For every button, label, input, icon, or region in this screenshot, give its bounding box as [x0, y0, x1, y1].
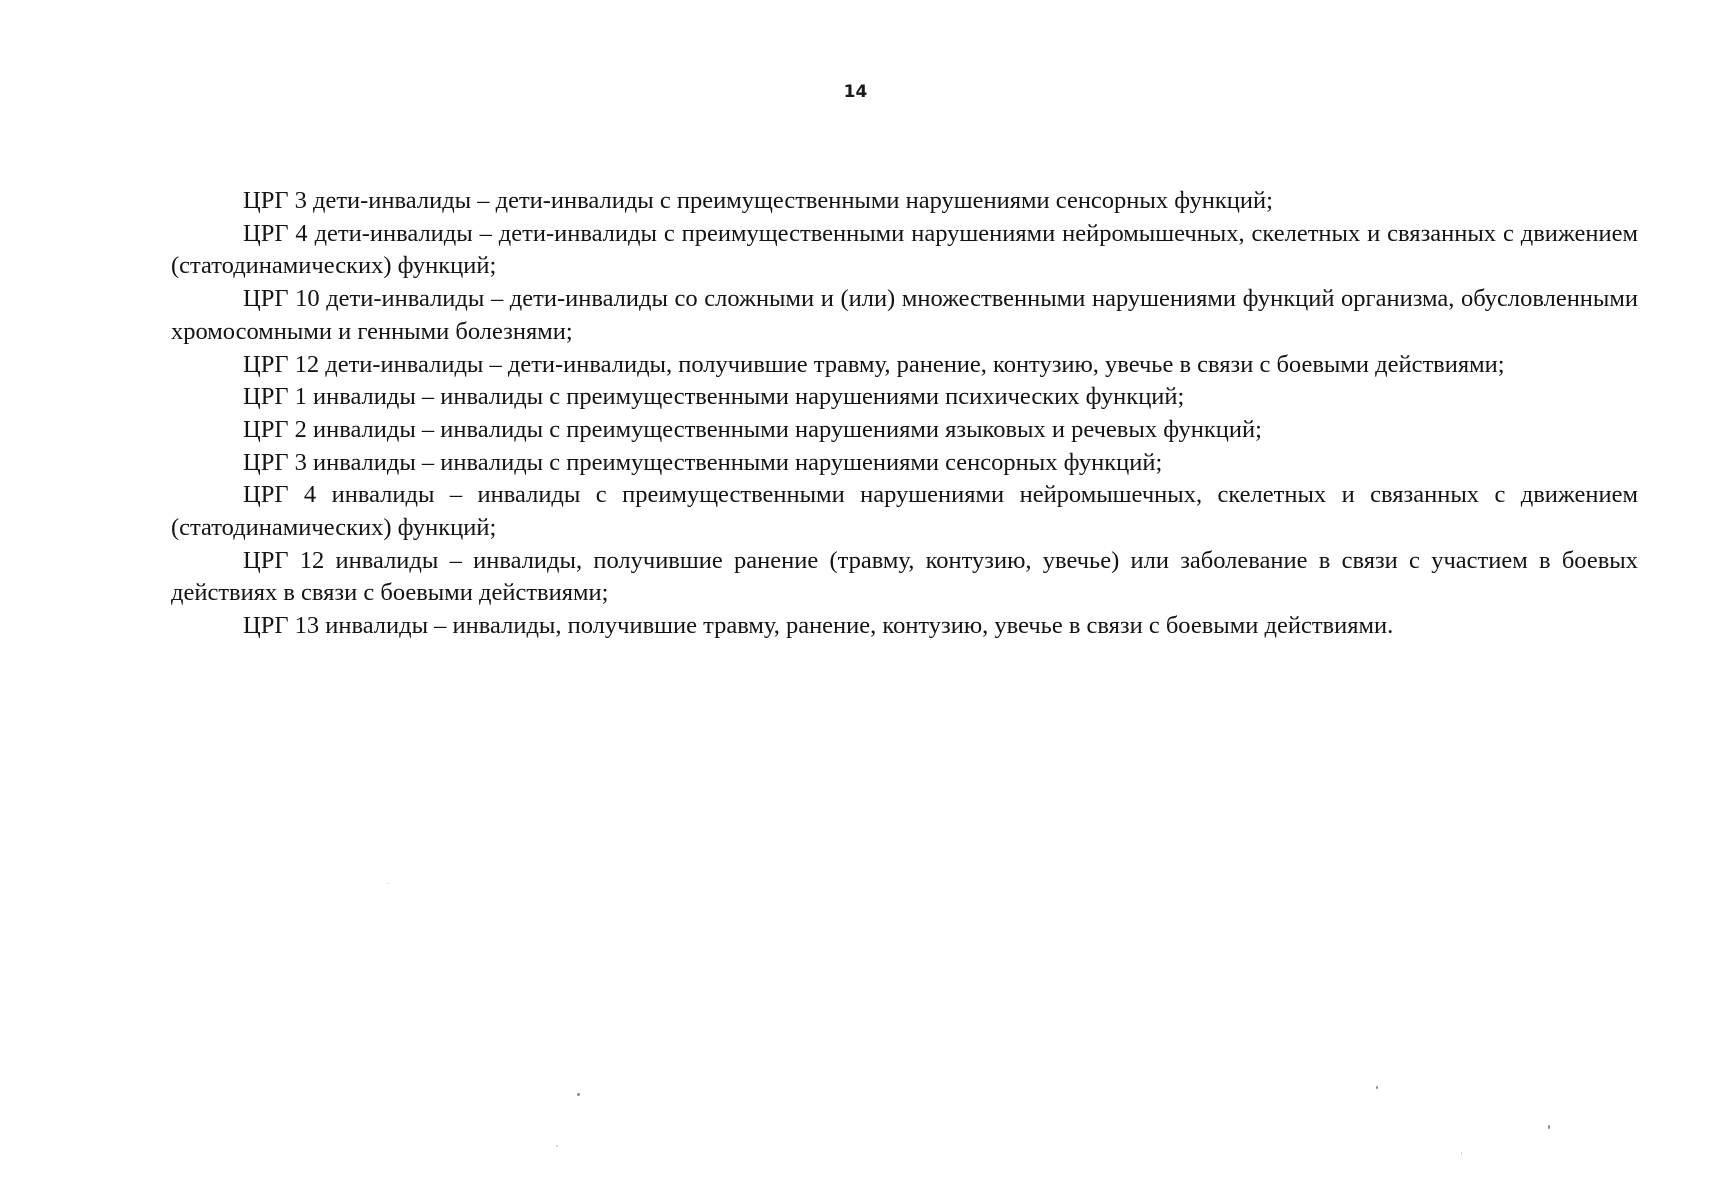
paragraph-crg3-children: ЦРГ 3 дети-инвалиды – дети-инвалиды с преимущественными нарушениями сенсорных функций; [243, 187, 1273, 214]
paragraph-crg13-adults: ЦРГ 13 инвалиды – инвалиды, получившие травму, ранение, контузию, увечье в связи с боевыми действиями. [243, 612, 1394, 640]
scan-speck [1376, 1086, 1378, 1089]
paragraph-crg12-children: ЦРГ 12 дети-инвалиды – дети-инвалиды, получившие травму, ранение, контузию, увечье в связи с боевыми действиями; [243, 350, 1505, 378]
paragraph-crg1-adults: ЦРГ 1 инвалиды – инвалиды с преимущественными нарушениями психических функций; [243, 383, 1185, 411]
scan-speck [1461, 1152, 1462, 1155]
scan-speck [556, 1145, 558, 1147]
paragraph-crg4-children: ЦРГ 4 дети-инвалиды – дети-инвалиды с преимущественными нарушениями нейромышечных, скелетных и связанных с движением (статодинамических) функций; [171, 219, 1638, 280]
paragraph-crg12-adults: ЦРГ 12 инвалиды – инвалиды, получившие ранение (травму, контузию, увечье) или заболевание в связи с участием в боевых действиях в связи с боевыми действиями; [171, 546, 1638, 607]
scan-speck [1548, 1125, 1550, 1129]
paragraph-crg3-adults: ЦРГ 3 инвалиды – инвалиды с преимущественными нарушениями сенсорных функций; [243, 448, 1163, 476]
paragraph-crg10-children: ЦРГ 10 дети-инвалиды – дети-инвалиды со сложными и (или) множественными нарушениями функций организма, обусловленными хромосомными и генными болезнями; [171, 285, 1638, 345]
scan-speck [577, 1093, 580, 1096]
document-body [171, 185, 1638, 643]
page-number: 14 [843, 82, 868, 102]
paragraph-crg4-adults: ЦРГ 4 инвалиды – инвалиды с преимущественными нарушениями нейромышечных, скелетных и связанных с движением (статодинамических) функций; [171, 481, 1638, 542]
scan-speck [387, 883, 389, 884]
paragraph-crg2-adults: ЦРГ 2 инвалиды – инвалиды с преимущественными нарушениями языковых и речевых функций; [243, 415, 1262, 443]
